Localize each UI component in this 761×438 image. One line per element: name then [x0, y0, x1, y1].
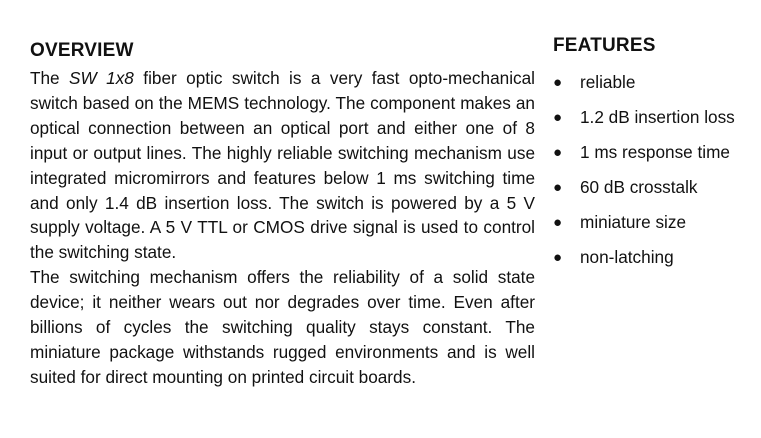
bullet-icon: ●: [553, 214, 563, 231]
overview-heading: OVERVIEW: [30, 40, 134, 61]
feature-label: 1.2 dB insertion loss: [580, 107, 735, 127]
features-heading: FEATURES: [553, 35, 656, 56]
overview-paragraph-1-intro: The: [30, 68, 70, 88]
bullet-icon: ●: [553, 179, 563, 196]
product-name: SW 1x8: [69, 68, 134, 88]
overview-paragraph-2: The switching mechanism offers the reliability of a solid state device; it neither wears out nor degrades over time. Even after billions of cycles the switching quality stays constant. The miniature package withstands rugged environments and is well suited for direct mounting on printed circuit boards.: [30, 267, 535, 387]
features-list: [553, 65, 761, 275]
feature-item: [553, 205, 761, 240]
features-section: [553, 35, 761, 275]
bullet-icon: ●: [553, 144, 563, 161]
feature-label: non-latching: [580, 247, 674, 267]
feature-label: reliable: [580, 72, 636, 92]
feature-label: 60 dB crosstalk: [580, 177, 698, 197]
feature-label: 1 ms response time: [580, 142, 730, 162]
feature-item: [553, 100, 761, 135]
bullet-icon: ●: [553, 109, 563, 126]
bullet-icon: ●: [553, 249, 563, 266]
feature-label: miniature size: [580, 212, 687, 232]
feature-item: [553, 65, 761, 100]
bullet-icon: ●: [553, 74, 563, 91]
overview-section: [30, 40, 535, 390]
feature-item: [553, 170, 761, 205]
overview-paragraph-1-body: fiber optic switch is a very fast opto-mechanical switch based on the MEMS technology. The component makes an optical connection between an optical port and either one of 8 input or output lines. The highly reliable switching mechanism use integrated micromirrors and features below 1 ms switching time and only 1.4 dB insertion loss. The switch is powered by a 5 V supply voltage. A 5 V TTL or CMOS drive signal is used to control the switching state.: [30, 68, 535, 263]
feature-item: [553, 135, 761, 170]
overview-paragraph-1: [30, 66, 535, 265]
feature-item: [553, 240, 761, 275]
